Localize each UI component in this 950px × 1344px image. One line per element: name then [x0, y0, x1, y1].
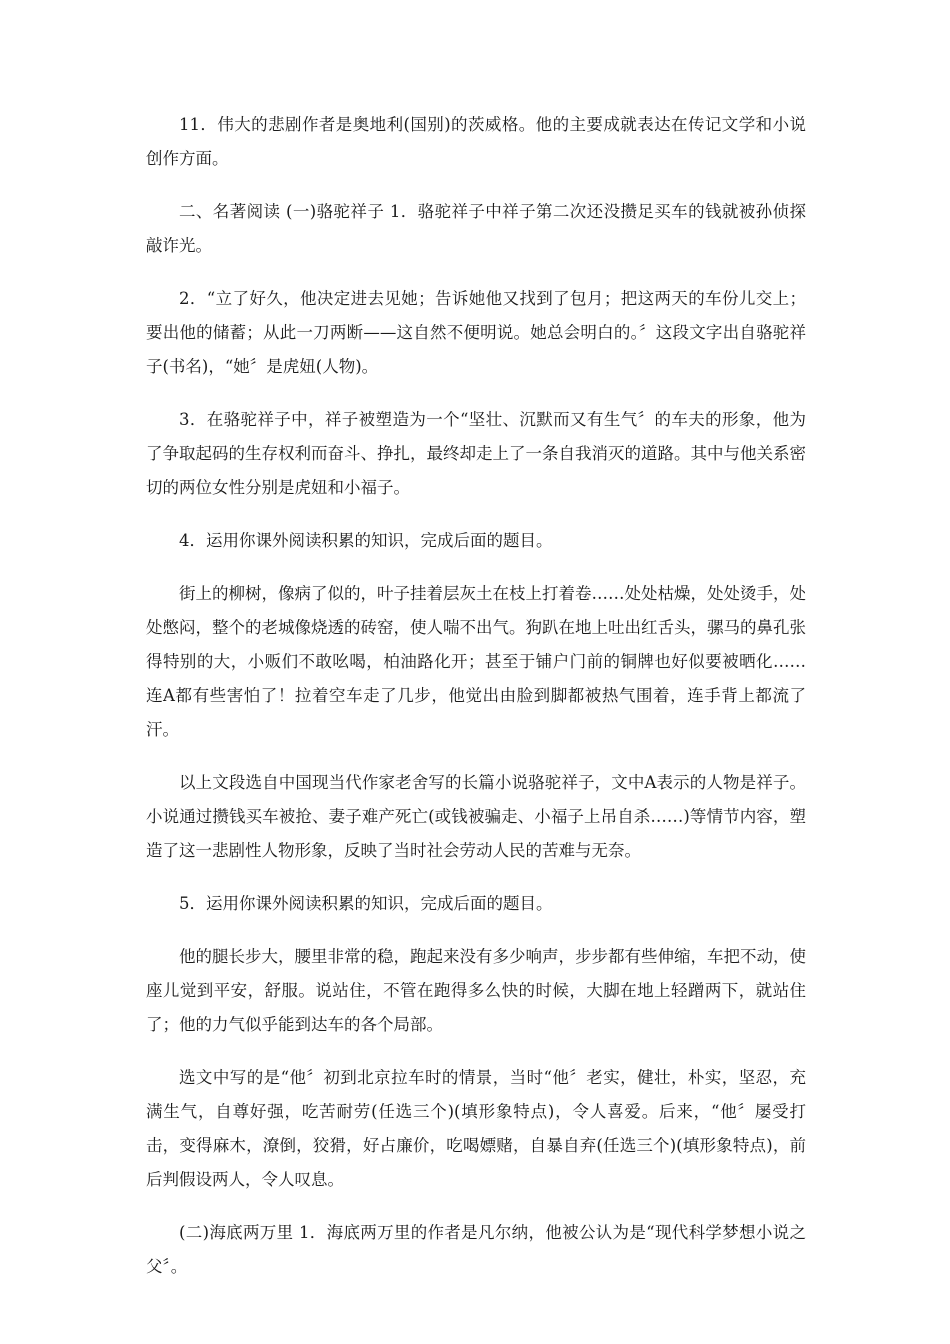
paragraph-camel-xiangzi-q4-prompt: 4．运用你课外阅读积累的知识，完成后面的题目。	[179, 531, 553, 550]
paragraph-twenty-thousand-leagues-q1: (二)海底两万里 1．海底两万里的作者是凡尔纳，他被公认为是“现代科学梦想小说之父〞。	[146, 1223, 806, 1276]
paragraph-section-2-camel-xiangzi-q1: 二、名著阅读 (一)骆驼祥子 1．骆驼祥子中祥子第二次还没攒足买车的钱就被孙侦探敲诈光。	[146, 202, 806, 255]
paragraph-q4-answer: 以上文段选自中国现当代作家老舍写的长篇小说骆驼祥子，文中A表示的人物是祥子。小说通过攒钱买车被抢、妻子难产死亡(或钱被骗走、小福子上吊自杀……)等情节内容，塑造了这一悲剧性人物形象，反映了当时社会劳动人民的苦难与无奈。	[146, 773, 806, 860]
paragraph-q4-excerpt: 街上的柳树，像病了似的，叶子挂着层灰土在枝上打着卷……处处枯燥，处处烫手，处处憋闷，整个的老城像烧透的砖窑，使人喘不出气。狗趴在地上吐出红舌头，骡马的鼻孔张得特别的大，小贩们不敢吆喝，柏油路化开；甚至于铺户门前的铜牌也好似要被晒化…… 连A都有些害怕了！拉着空车走了几步，他觉出由脸到脚都被热气围着，连手背上都流了汗。	[146, 584, 806, 739]
paragraph-q5-answer: 选文中写的是“他〞初到北京拉车时的情景，当时“他〞老实，健壮，朴实，坚忍，充满生气，自尊好强，吃苦耐劳(任选三个)(填形象特点)，令人喜爱。后来，“他〞屡受打击，变得麻木，潦倒，狡猾，好占廉价，吃喝嫖赌，自暴自弃(任选三个)(填形象特点)，前后判假设两人，令人叹息。	[146, 1068, 806, 1189]
paragraph-11-tragedy-author: 11．伟大的悲剧作者是奥地利(国别)的茨威格。他的主要成就表达在传记文学和小说创作方面。	[146, 115, 806, 168]
paragraph-q5-excerpt: 他的腿长步大，腰里非常的稳，跑起来没有多少响声，步步都有些伸缩，车把不动，使座儿觉到平安，舒服。说站住，不管在跑得多么快的时候，大脚在地上轻蹭两下，就站住了；他的力气似乎能到达车的各个局部。	[146, 947, 806, 1034]
paragraph-camel-xiangzi-q3: 3．在骆驼祥子中，祥子被塑造为一个“坚壮、沉默而又有生气〞的车夫的形象，他为了争取起码的生存权利而奋斗、挣扎，最终却走上了一条自我消灭的道路。其中与他关系密切的两位女性分别是虎妞和小福子。	[146, 410, 806, 497]
paragraph-camel-xiangzi-q5-prompt: 5．运用你课外阅读积累的知识，完成后面的题目。	[179, 894, 553, 913]
document-body	[146, 108, 806, 1303]
paragraph-camel-xiangzi-q2: 2．“立了好久，他决定进去见她；告诉她他又找到了包月；把这两天的车份儿交上；要出他的储蓄；从此一刀两断——这自然不便明说。她总会明白的。〞这段文字出自骆驼祥子(书名)，“她〞是虎妞(人物)。	[146, 289, 806, 376]
